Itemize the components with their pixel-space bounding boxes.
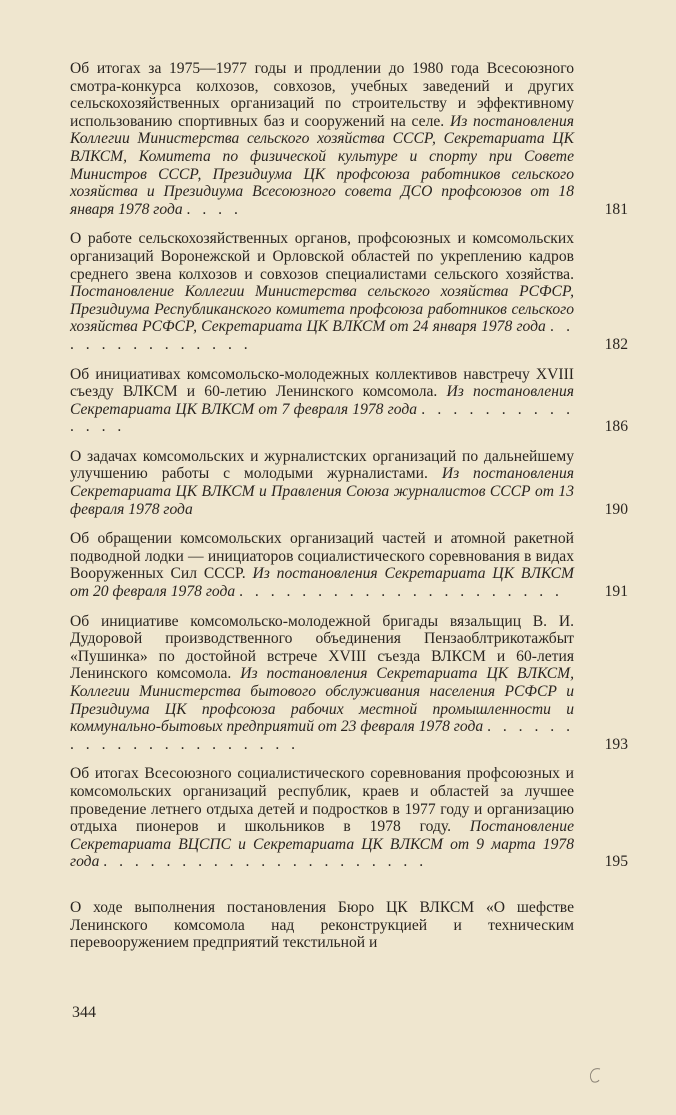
folio-page-number: 344 — [72, 1004, 96, 1021]
entry-source: Постановление Секретариата ВЦСПС и Секретариата ЦК ВЛКСМ от 9 марта 1978 года — [70, 818, 575, 871]
toc-entry-text — [70, 613, 574, 754]
entry-title: О работе сельскохозяйственных органов, профсоюзных и комсомольских организаций Воронежской и Орловской областей по укреплению кадров среднего звена колхозов и совхозов специалистами сельского хозяйства. — [70, 230, 574, 283]
toc-entry — [70, 899, 630, 952]
leader-dots: . . . . . . . . . . . . . . . . . . . . . — [239, 583, 563, 601]
toc-entry — [70, 366, 630, 436]
toc-entry-text — [70, 530, 574, 600]
leader-dots: . . . . . . . . . . . . . . . . . . . . . — [70, 718, 574, 753]
toc-entry — [70, 530, 630, 600]
entry-title: Об итогах за 1975—1977 годы и продлении до 1980 года Всесоюзного смотра-конкурса колхозов, совхозов, учебных заведений и других сельскохозяйственных организаций по строительству и эффективному использованию спортивных баз и сооружений на селе. — [70, 60, 574, 130]
leader-dots: . . . . . . . . . . . . . . . . . . . . . — [103, 853, 428, 871]
toc-entry-text — [70, 448, 574, 518]
toc-entry — [70, 60, 630, 218]
toc-entry — [70, 230, 630, 353]
entry-source: Из постановления Секретариата ЦК ВЛКСМ от 7 февраля 1978 года — [70, 383, 574, 418]
page-number: 190 — [604, 500, 628, 518]
leader-dots: . . . . . . . . . . . . . . — [70, 400, 574, 436]
toc-entry-text — [70, 765, 574, 871]
page-number: 193 — [604, 735, 628, 753]
entry-title: Об обращении комсомольских организаций частей и атомной ракетной подводной лодки — инициаторов социалистического соревнования в видах Вооруженных Сил СССР. — [70, 530, 574, 583]
page-number: 182 — [604, 335, 628, 353]
toc-entry — [70, 765, 630, 871]
entry-title: О ходе выполнения постановления Бюро ЦК ВЛКСМ «О шефстве Ленинского комсомола над реконструкцией и техническим перевооружением предприятий текстильной и — [70, 898, 574, 952]
page-number: 195 — [604, 853, 628, 871]
entry-title: Об инициативах комсомольско-молодежных коллективов навстречу XVIII съезду ВЛКСМ и 60-летию Ленинского комсомола. — [70, 365, 574, 401]
entry-title: Об инициативе комсомольско-молодежной бригады вязальщиц В. И. Дудоровой производственного объединения Пензаоблтрикотажбыт «Пушинка» по достойной встрече XVIII съезда ВЛКСМ и 60-летия Ленинского комсомола. — [70, 612, 574, 683]
entry-source: Постановление Коллегии Министерства сельского хозяйства РСФСР, Президиума Республиканского комитета профсоюза работников сельского хозяйства РСФСР, Секретариата ЦК ВЛКСМ от 24 января 1978 года — [70, 283, 574, 336]
entry-source: Из постановления Секретариата ЦК ВЛКСМ и Правления Союза журналистов СССР от 13 февраля 1978 года — [70, 465, 575, 518]
entry-title: О задачах комсомольских и журналистских организаций по дальнейшему улучшению работы с молодыми журналистами. — [70, 447, 574, 483]
toc-entry — [70, 448, 630, 518]
table-of-contents — [70, 60, 630, 964]
entry-source: Из постановления Секретариата ЦК ВЛКСМ, Коллегии Министерства бытового обслуживания населения РСФСР и Президиума ЦК профсоюза рабочих местной промышленности и коммунально-бытовых предприятий от 23 февраля 1978 года — [70, 665, 574, 736]
pencil-mark — [586, 1065, 604, 1085]
toc-entry — [70, 613, 630, 754]
page-number: 181 — [604, 200, 628, 218]
leader-dots: . . . . — [186, 200, 242, 218]
page-number: 186 — [604, 418, 628, 436]
entry-source: Из постановления Секретариата ЦК ВЛКСМ от 20 февраля 1978 года — [70, 565, 574, 601]
entry-title: Об итогах Всесоюзного социалистического соревнования профсоюзных и комсомольских организаций республик, краев и областей за лучшее проведение летнего отдыха детей и подростков в 1977 году и организацию отдыха пионеров и школьников в 1978 году. — [70, 765, 574, 836]
page-number: 191 — [604, 583, 628, 601]
toc-entry-text — [70, 230, 574, 353]
entry-source: Из постановления Коллегии Министерства сельского хозяйства СССР, Секретариата ЦК ВЛКСМ, Комитета по физической культуре и спорту при Совете Министров СССР, Президиума ЦК профсоюза работников сельского хозяйства и Президиума Всесоюзного совета ДСО профсоюзов от 18 января 1978 года — [70, 112, 574, 218]
leader-dots: . . . . . . . . . . . . . . — [70, 318, 574, 353]
toc-entry-text — [70, 899, 574, 952]
toc-entry-text — [70, 366, 574, 436]
toc-entry-text — [70, 60, 574, 218]
